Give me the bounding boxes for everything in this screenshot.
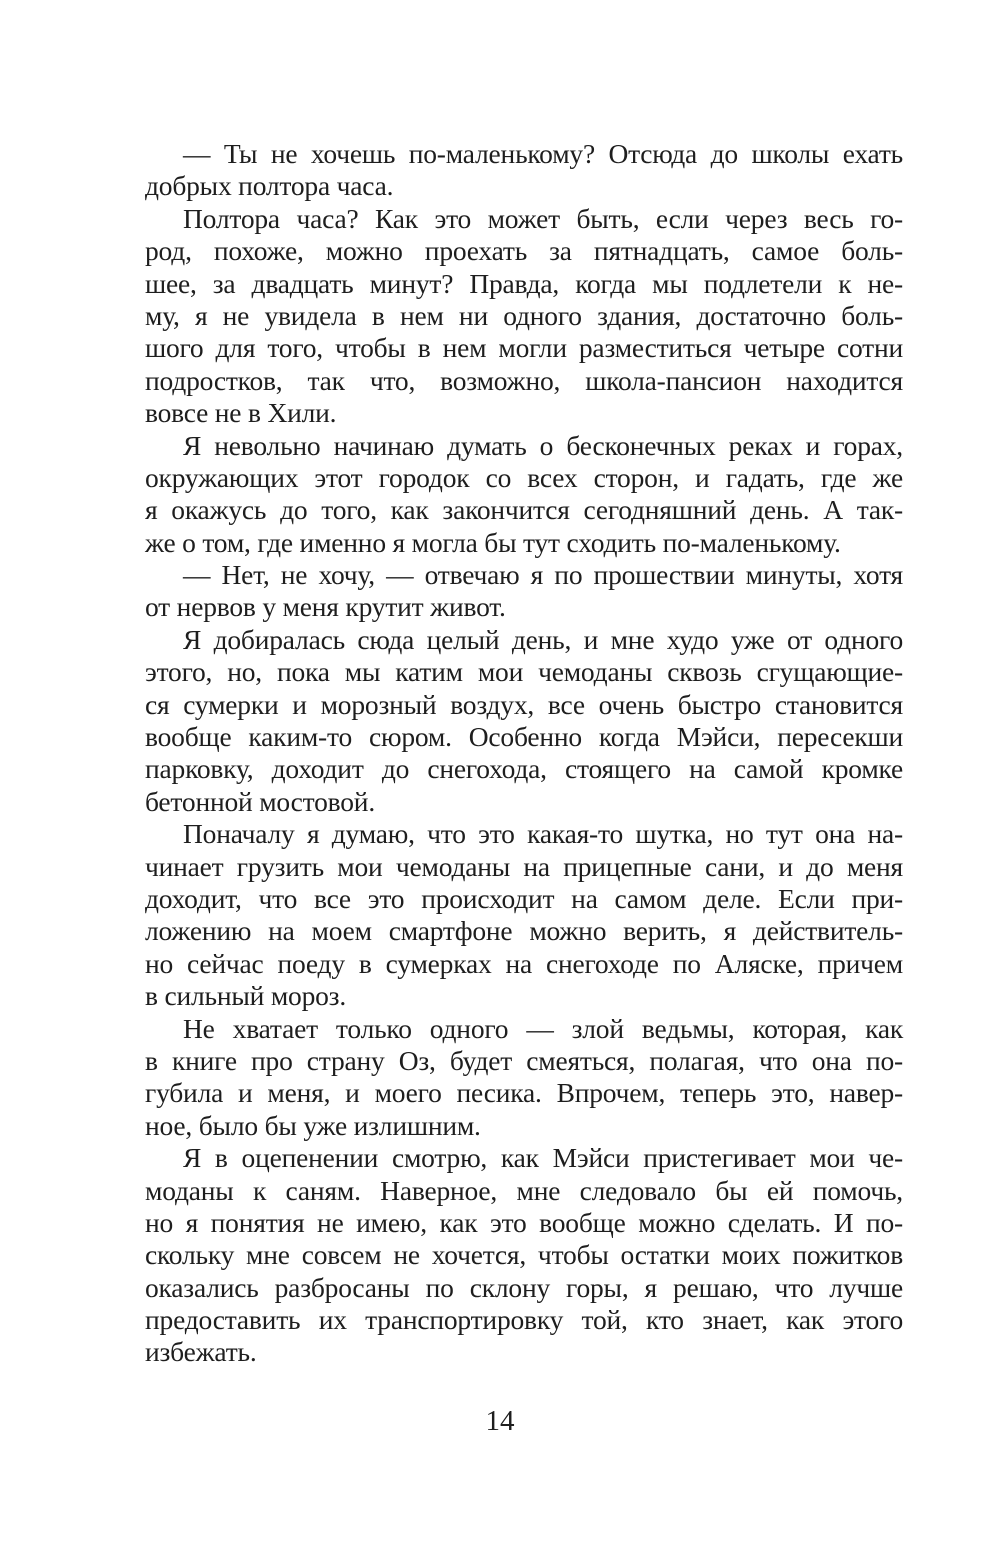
text-line: Я в оцепенении смотрю, как Мэйси пристегивает мои че- [183,1142,903,1174]
paragraph [145,624,903,818]
book-page-text [145,138,903,1369]
paragraph [145,818,903,1012]
text-line: предоставить их транспортировку той, кто знает, как этого [145,1304,903,1336]
text-line: — Ты не хочешь по-маленькому? Отсюда до школы ехать [183,138,903,169]
text-line: моданы к саням. Наверное, мне следовало бы ей помочь, [145,1174,903,1206]
text-line: Поначалу я думаю, что это какая-то шутка, но тут она на- [183,818,903,850]
paragraph [145,138,903,203]
text-line: в книге про страну Оз, будет смеяться, полагая, что она по- [145,1044,903,1076]
paragraph [145,1142,903,1369]
text-line: доходит, что все это происходит на самом деле. Если при- [145,882,903,914]
text-line: но сейчас поеду в сумерках на снегоходе по Аляске, причем [145,947,903,979]
text-line: ложению на моем смартфоне можно верить, я действитель- [145,915,903,947]
text-line: чинает грузить мои чемоданы на прицепные сани, и до меня [145,850,903,882]
text-line: род, похоже, можно проехать за пятнадцать, самое боль- [145,235,903,267]
text-line: — Нет, не хочу, — отвечаю я по прошествии минуты, хотя [183,559,903,591]
text-line: же о том, где именно я могла бы тут сходить по-маленькому. [145,526,841,558]
text-line: вообще каким-то сюром. Особенно когда Мэйси, пересекши [145,721,903,753]
text-line: бетонной мостовой. [145,785,376,817]
text-line: этого, но, пока мы катим мои чемоданы сквозь сгущающие- [145,656,903,688]
text-line: Я добиралась сюда целый день, и мне худо уже от одного [183,623,903,655]
text-line: избежать. [145,1336,257,1368]
text-line: ное, было бы уже излишним. [145,1109,481,1141]
text-line: в сильный мороз. [145,980,347,1012]
page-number: 14 [485,1405,515,1437]
text-line: добрых полтора часа. [145,170,394,202]
text-line: Полтора часа? Как это может быть, если через весь го- [183,202,903,234]
paragraph [145,559,903,624]
text-line: губила и меня, и моего песика. Впрочем, теперь это, навер- [145,1077,903,1109]
text-line: Я невольно начинаю думать о бесконечных реках и горах, [183,429,903,461]
text-line: окружающих этот городок со всех сторон, и гадать, где же [145,461,903,493]
text-line: Не хватает только одного — злой ведьмы, которая, как [183,1012,903,1044]
text-line: му, я не увидела в нем ни одного здания, достаточно боль- [145,299,903,331]
text-line: шее, за двадцать минут? Правда, когда мы подлетели к не- [145,267,903,299]
text-line: но я понятия не имею, как это вообще можно сделать. И по- [145,1206,903,1238]
text-line: от нервов у меня крутит живот. [145,591,506,623]
text-line: я окажусь до того, как закончится сегодняшний день. А так- [145,494,903,526]
text-line: оказались разбросаны по склону горы, я решаю, что лучше [145,1271,903,1303]
text-line: ся сумерки и морозный воздух, все очень быстро становится [145,688,903,720]
text-line: парковку, доходит до снегохода, стоящего на самой кромке [145,753,903,785]
paragraph [145,203,903,430]
text-line: скольку мне совсем не хочется, чтобы остатки моих пожитков [145,1239,903,1271]
text-line: подростков, так что, возможно, школа-пансион находится [145,364,903,396]
text-line: вовсе не в Хили. [145,397,337,429]
text-line: шого для того, чтобы в нем могли разместиться четыре сотни [145,332,903,364]
paragraph [145,430,903,560]
paragraph [145,1013,903,1143]
